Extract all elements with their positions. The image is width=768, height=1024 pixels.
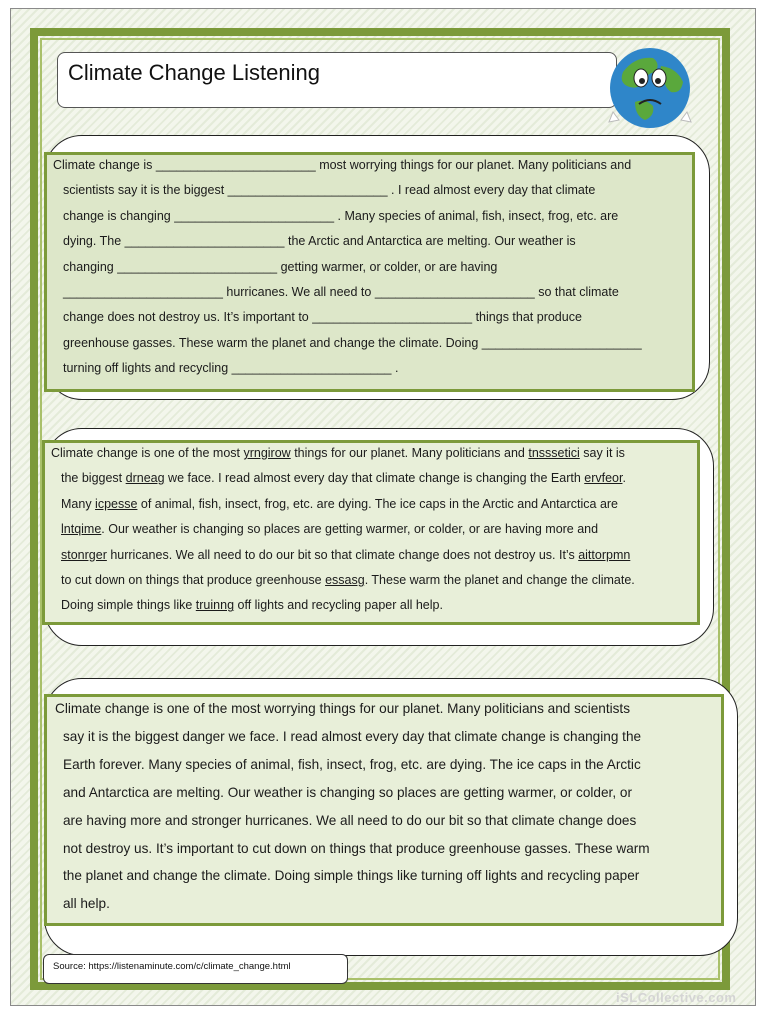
exercise-2-text (51, 441, 635, 619)
text-line: Climate change is _______________________ most worrying things for our planet. Many politicians and (53, 158, 632, 172)
text-line: dying. The _______________________ the Arctic and Antarctica are melting. Our weather is (63, 234, 576, 249)
text-line: lntqime. Our weather is changing so places are getting warmer, or colder, or are having more and (61, 522, 599, 537)
text-line: and Antarctica are melting. Our weather is changing so places are getting warmer, or colder, or (63, 784, 632, 800)
exercise-1-text (53, 153, 642, 382)
scrambled-word: lntqime (61, 522, 102, 537)
text-line: Climate change is one of the most yrngirow things for our planet. Many politicians and tnsssetici say it is (51, 446, 625, 460)
text-line: the planet and change the climate. Doing simple things like turning off lights and recycling paper (63, 868, 640, 884)
scrambled-word: truinng (195, 598, 235, 613)
scrambled-word: aittorpmn (578, 547, 631, 562)
text-line: change does not destroy us. It’s important to _______________________ things that produce (63, 310, 582, 325)
text-line: are having more and stronger hurricanes. We all need to do our bit so that climate change does (63, 812, 637, 828)
text-line: changing _______________________ getting warmer, or colder, or are having (63, 259, 498, 274)
scrambled-word: stonrger (61, 547, 107, 562)
scrambled-word: essasg (325, 573, 365, 588)
scrambled-word: drneag (125, 471, 165, 486)
exercise-3-text (55, 695, 650, 918)
text-line: all help. (63, 896, 110, 912)
text-line: scientists say it is the biggest _______________________ . I read almost every day that climate (63, 183, 596, 198)
page-title: Climate Change Listening (68, 60, 320, 85)
scrambled-word: icpesse (95, 496, 138, 511)
text-line: greenhouse gasses. These warm the planet and change the climate. Doing _______________________ (63, 335, 642, 350)
text-line: change is changing _______________________ . Many species of animal, fish, insect, frog, etc. are (63, 208, 619, 223)
text-line: the biggest drneag we face. I read almost every day that climate change is changing the Earth ervfeor. (61, 471, 626, 486)
watermark: iSLCollective.com (616, 990, 737, 1005)
scrambled-word: tnsssetici (528, 446, 580, 460)
text-line: Many icpesse of animal, fish, insect, frog, etc. are dying. The ice caps in the Arctic and Antarctica are (61, 496, 619, 511)
scrambled-word: ervfeor (584, 471, 623, 486)
text-line: Doing simple things like truinng off lights and recycling paper all help. (61, 598, 443, 613)
text-line: turning off lights and recycling _______________________ . (63, 361, 399, 376)
text-line: say it is the biggest danger we face. I read almost every day that climate change is changing the (63, 728, 642, 744)
text-line: not destroy us. It’s important to cut down on things that produce greenhouse gasses. These warm (63, 840, 650, 856)
text-line: _______________________ hurricanes. We all need to _______________________ so that climate (63, 285, 619, 300)
sad-earth-icon (605, 42, 695, 132)
text-line: Climate change is one of the most worrying things for our planet. Many politicians and scientists (55, 701, 630, 716)
text-line: to cut down on things that produce greenhouse essasg. These warm the planet and change the climate. (61, 573, 635, 588)
text-line: Earth forever. Many species of animal, fish, insect, frog, etc. are dying. The ice caps in the Arctic (63, 756, 641, 772)
source-citation: Source: https://listenaminute.com/c/climate_change.html (53, 961, 291, 972)
text-line: stonrger hurricanes. We all need to do our bit so that climate change does not destroy us. It’s aittorpmn (61, 547, 631, 562)
scrambled-word: yrngirow (243, 446, 291, 460)
